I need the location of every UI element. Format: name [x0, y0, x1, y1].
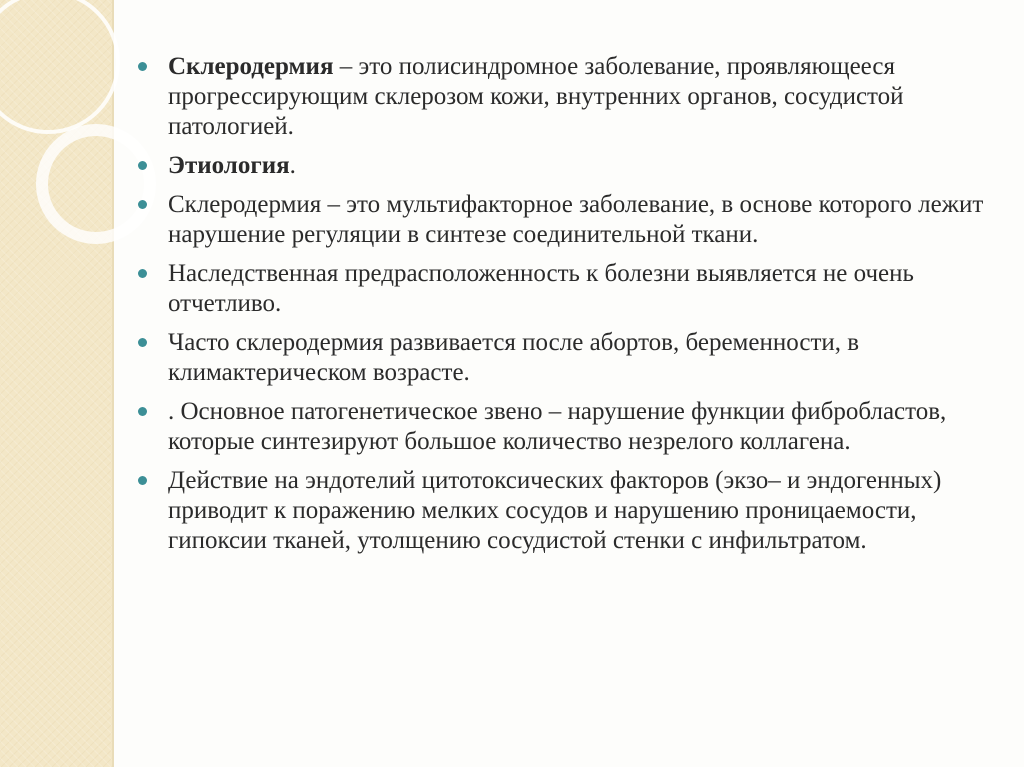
bullet-dot-icon	[138, 269, 147, 278]
item-text: Наследственная предрасположенность к болезни выявляется не очень отчетливо.	[168, 260, 914, 317]
bullet-item-onset	[136, 328, 996, 388]
bullet-dot-icon	[138, 161, 147, 170]
term-bold: Этиология	[168, 152, 290, 179]
bullet-item-etiology	[136, 151, 996, 181]
bullet-dot-icon	[138, 62, 147, 71]
item-text: .	[289, 152, 296, 179]
item-text: Действие на эндотелий цитотоксических факторов (экзо– и эндогенных) приводит к поражению мелких сосудов и нарушению проницаемости, гипоксии тканей, утолщению сосудистой стенки с инфильтратом.	[168, 467, 942, 554]
item-text: Склеродермия – это мультифакторное заболевание, в основе которого лежит нарушение регуляции в синтезе соединительной ткани.	[168, 191, 984, 248]
decorative-circle-small	[42, 130, 150, 238]
bullet-dot-icon	[138, 200, 147, 209]
bullet-item-heredity	[136, 259, 996, 319]
item-text: – это полисиндромное заболевание, проявляющееся прогрессирующим склерозом кожи, внутренних органов, сосудистой патологией.	[168, 53, 904, 140]
bullet-dot-icon	[138, 476, 147, 485]
term-bold: Склеродермия	[168, 53, 334, 80]
bullet-item-pathogenesis	[136, 397, 996, 457]
bullet-item-multifactor	[136, 190, 996, 250]
bullet-dot-icon	[138, 407, 147, 416]
bullet-item-endothelium	[136, 466, 996, 556]
bullet-dot-icon	[138, 338, 147, 347]
item-text: Часто склеродермия развивается после абортов, беременности, в климактерическом возрасте.	[168, 329, 860, 386]
item-text: . Основное патогенетическое звено – нарушение функции фибробластов, которые синтезируют большое количество незрелого коллагена.	[168, 398, 947, 455]
bullet-item-definition	[136, 52, 996, 142]
decorative-circle-large	[0, 0, 118, 132]
slide-content	[136, 52, 996, 565]
bullet-list	[136, 52, 996, 556]
